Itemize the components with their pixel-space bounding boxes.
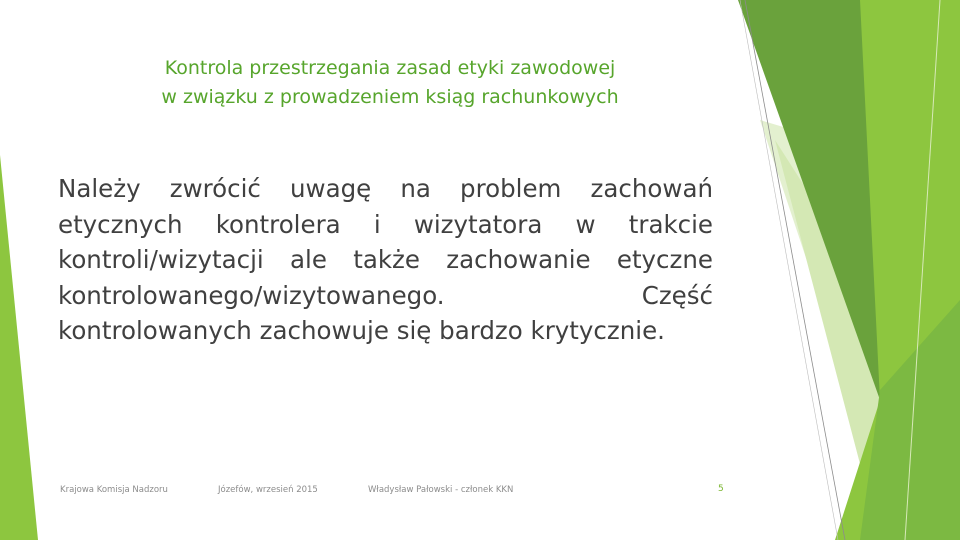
title-line-1: Kontrola przestrzegania zasad etyki zawodowej — [164, 57, 616, 79]
left-green-triangle — [0, 155, 38, 540]
slide-title — [110, 54, 670, 112]
footer-organization: Krajowa Komisja Nadzoru — [60, 485, 168, 495]
right-dark-green-shape — [738, 0, 880, 400]
page-number: 5 — [718, 484, 724, 494]
footer-author: Władysław Pałowski - członek KKN — [368, 485, 514, 495]
footer-place-date: Józefów, wrzesień 2015 — [218, 485, 318, 495]
title-line-2: w związku z prowadzeniem ksiąg rachunkowych — [161, 86, 619, 108]
body-paragraph: Należy zwrócić uwagę na problem zachowań etycznych kontrolera i wizytatora w trakcie kontroli/wizytacji ale także zachowanie etyczne kontrolowanego/wizytowanego. Część kontrolowanych zachowuje się bardzo krytycznie. — [58, 174, 713, 345]
